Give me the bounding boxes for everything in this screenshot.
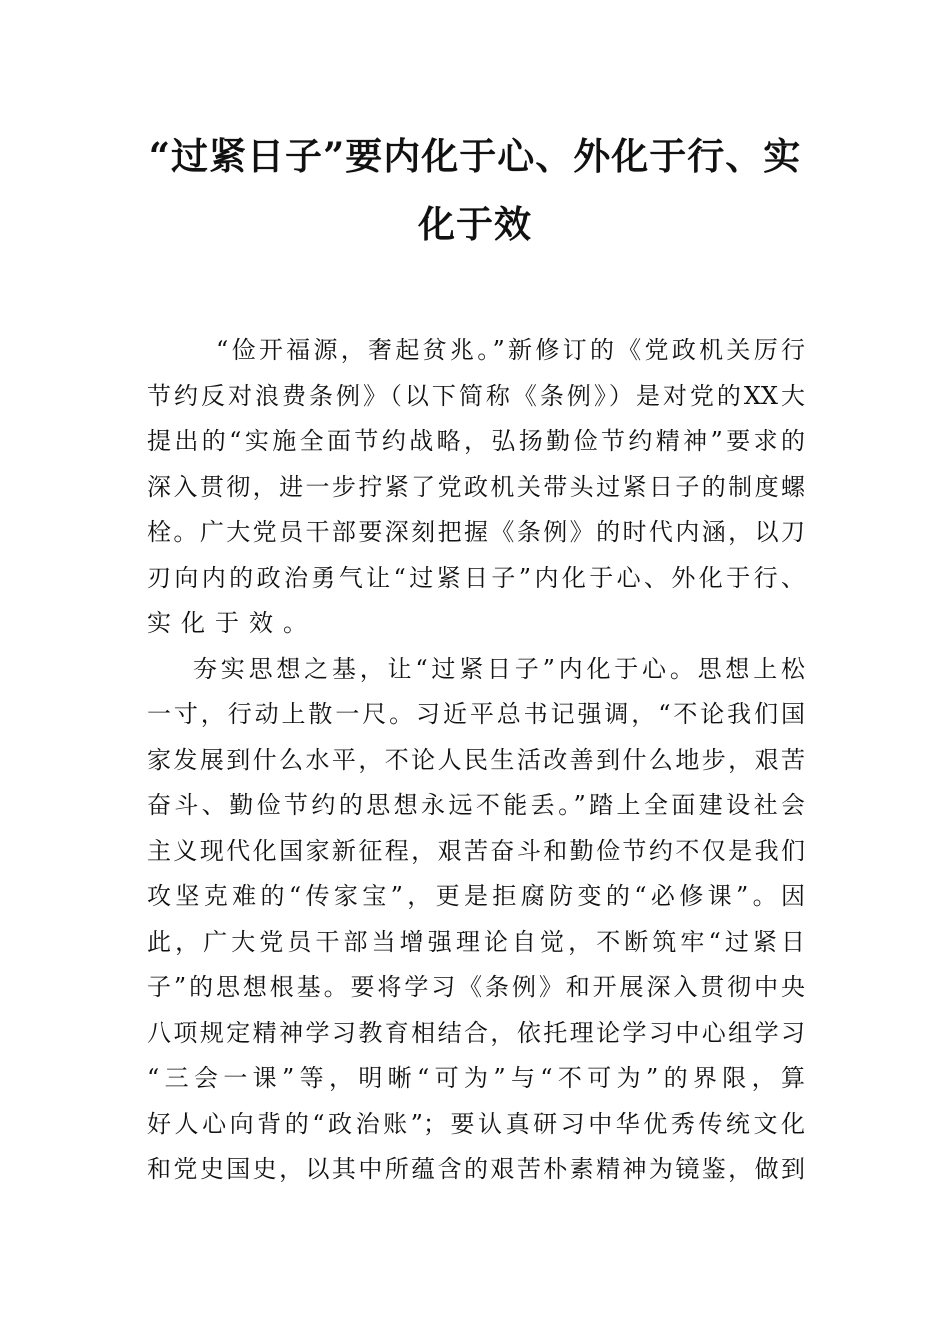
title-line-1: “过紧日子”要内化于心、外化于行、实 bbox=[148, 134, 802, 178]
title-line-2: 化于效 bbox=[418, 202, 532, 246]
text-line: 夯实思想之基，让“过紧日子”内化于心。思想上松 bbox=[193, 654, 805, 683]
text-line: 和党史国史，以其中所蕴含的艰苦朴素精神为镜鉴，做到 bbox=[147, 1155, 805, 1183]
document-body bbox=[147, 328, 805, 1193]
text-line: 此，广大党员干部当增强理论自觉，不断筑牢“过紧日 bbox=[147, 927, 805, 956]
text-line: “三会一课”等，明晰“可为”与“不可为”的界限，算 bbox=[147, 1064, 805, 1092]
paragraph-1 bbox=[147, 328, 805, 647]
text-line: 深入贯彻，进一步拧紧了党政机关带头过紧日子的制度螺 bbox=[147, 472, 805, 501]
text-line: 节约反对浪费条例》（以下简称《条例》）是对党的XX大 bbox=[147, 381, 805, 410]
text-line: 栓。广大党员干部要深刻把握《条例》的时代内涵，以刀 bbox=[147, 518, 805, 546]
text-line: 主义现代化国家新征程，艰苦奋斗和勤俭节约不仅是我们 bbox=[147, 836, 805, 865]
text-line: 刃向内的政治勇气让“过紧日子”内化于心、外化于行、 bbox=[147, 563, 805, 592]
text-line: 子”的思想根基。要将学习《条例》和开展深入贯彻中央 bbox=[147, 973, 805, 1001]
text-line: 提出的“实施全面节约战略，弘扬勤俭节约精神”要求的 bbox=[147, 427, 805, 455]
text-line: 家发展到什么水平，不论人民生活改善到什么地步，艰苦 bbox=[147, 745, 805, 774]
text-line: 奋斗、勤俭节约的思想永远不能丢。”踏上全面建设社会 bbox=[147, 791, 805, 819]
text-line: 八项规定精神学习教育相结合，依托理论学习中心组学习 bbox=[147, 1018, 805, 1047]
text-line: 实化于效。 bbox=[147, 609, 317, 637]
paragraph-2 bbox=[147, 647, 805, 1193]
text-line: 攻坚克难的“传家宝”，更是拒腐防变的“必修课”。因 bbox=[147, 882, 805, 910]
text-line: 一寸，行动上散一尺。习近平总书记强调，“不论我们国 bbox=[147, 700, 805, 728]
text-line: “俭开福源，奢起贫兆。”新修订的《党政机关厉行 bbox=[216, 336, 805, 364]
text-line: 好人心向背的“政治账”；要认真研习中华优秀传统文化 bbox=[147, 1109, 805, 1138]
